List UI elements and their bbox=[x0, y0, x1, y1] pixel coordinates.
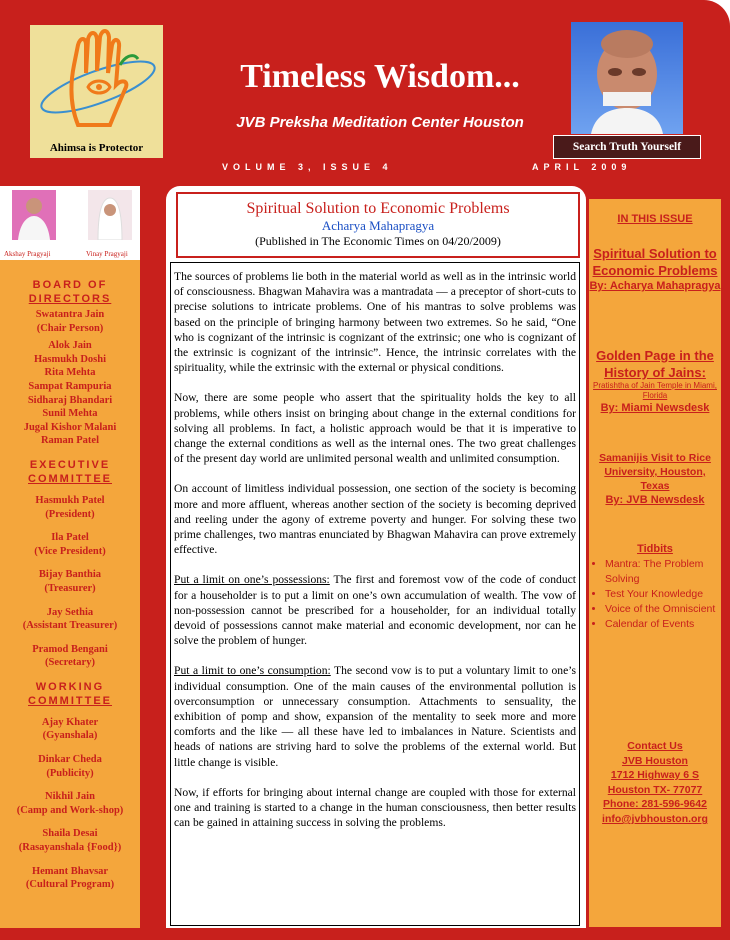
article-paragraph bbox=[174, 572, 576, 648]
committee-member: Pramod Bengani bbox=[32, 643, 108, 655]
committee-member: Bijay Banthia bbox=[38, 569, 102, 581]
committee-role: (Rasayanshala {Food}) bbox=[18, 842, 122, 854]
board-member: Hasmukh Doshi bbox=[33, 353, 107, 365]
committee-role: (Cultural Program) bbox=[25, 879, 115, 891]
tidbits-section bbox=[589, 543, 721, 632]
committee-role: (Gyanshala) bbox=[42, 730, 98, 742]
contact-line: JVB Houston bbox=[622, 754, 688, 767]
working-heading: WORKING bbox=[35, 680, 105, 693]
paragraph-lead: Put a limit to one’s consumption: bbox=[174, 664, 331, 678]
left-sidebar bbox=[0, 186, 140, 940]
photo-vinay-pragyaji bbox=[88, 190, 132, 240]
hand-emblem-icon bbox=[30, 25, 163, 140]
portrait-image bbox=[571, 22, 683, 134]
board-member: Swatantra Jain bbox=[35, 309, 105, 320]
working-heading: COMMITTEE bbox=[28, 694, 112, 707]
in-this-issue-sidebar bbox=[588, 198, 722, 928]
article-header bbox=[176, 192, 580, 258]
board-member: Sampat Rampuria bbox=[28, 380, 112, 392]
newsletter-title: Timeless Wisdom... bbox=[240, 58, 520, 95]
committee-member: Ila Patel bbox=[51, 532, 89, 544]
contact-heading: Contact Us bbox=[627, 740, 683, 752]
tidbit-item[interactable]: • Test Your Knowledge bbox=[605, 587, 721, 602]
committee-role: (President) bbox=[45, 508, 95, 520]
issue-item-byline[interactable]: By: JVB Newsdesk bbox=[605, 494, 705, 506]
photo-akshay-pragyaji bbox=[12, 190, 56, 240]
contact-phone: Phone: 281-596-9642 bbox=[603, 798, 707, 811]
issue-item-3[interactable] bbox=[589, 451, 721, 507]
logo-caption: Ahimsa is Protector bbox=[49, 142, 144, 154]
article-paragraph: The sources of problems lie both in the material world as well as in the intrinsic world of consciousness. Bhagwan Mahavira was a mantradata — a preceptor of short-cuts to precise solutions to intricate problems. One of his mantras to solve problems was based on the principle of bringing harmony between two extremes. So he said, “One who is cognizant of the intrinsic is cognizant of the extrinsic; one who is cognizant of the extrinsic is cognizant of the intrinsic”. Hence, the intrinsic correlates with the spirituality, while the extrinsic with the external or physical conditions. bbox=[174, 270, 576, 375]
article-title: Spiritual Solution to Economic Problems bbox=[246, 200, 510, 217]
tidbits-heading: Tidbits bbox=[637, 543, 673, 555]
board-member: Jugal Kishor Malani bbox=[23, 421, 117, 433]
committee-role: (Vice President) bbox=[34, 545, 106, 557]
committee-member: Jay Sethia bbox=[46, 606, 94, 618]
search-truth-badge: Search Truth Yourself bbox=[553, 135, 701, 159]
article-paragraph bbox=[174, 663, 576, 769]
in-this-issue-heading: IN THIS ISSUE bbox=[617, 213, 693, 225]
board-member: Raman Patel bbox=[40, 435, 100, 447]
article-paragraph: Now, there are some people who assert that the spirituality holds the key to all problems, while others insist on bringing about change in the external conditions for solving all problems. In fact, a holistic approach would be that it is imperative to change the external conditions as well as the internal ones. The two great challenges of the present day world are unlimited personal wealth and unlimited consumption. bbox=[174, 391, 576, 466]
issue-item-title[interactable]: Golden Page in the History of Jains: bbox=[596, 348, 714, 380]
samani-photos bbox=[0, 186, 140, 260]
issue-item-byline[interactable]: By: Miami Newsdesk bbox=[600, 402, 710, 414]
ahimsa-logo bbox=[30, 25, 163, 158]
acharya-portrait bbox=[571, 22, 683, 134]
committee-member: Hasmukh Patel bbox=[35, 494, 105, 506]
contact-email-link[interactable]: info@jvbhouston.org bbox=[602, 812, 708, 825]
article-paragraph: On account of limitless individual possession, one section of the society is becoming more and more affluent, whereas another section of the society is becoming deprived and reeling under the agony of extreme poverty and hunger. For solving these two prime challenges, two mantras enunciated by Bhagwan Mahavira can prove extremely effective. bbox=[174, 482, 576, 557]
issue-date: APRIL 2009 bbox=[532, 162, 632, 172]
article-paragraph: Now, if efforts for bringing about internal change are coupled with those for external one and training is started to a change in the human consciousness, then better results can be gained in attaining success in solving the problems. bbox=[174, 785, 576, 830]
issue-item-title[interactable]: Samanijis Visit to Rice University, Houston, Texas bbox=[599, 452, 711, 492]
tidbit-item[interactable]: • Mantra: The Problem Solving bbox=[605, 557, 721, 587]
committee-role: (Publicity) bbox=[46, 767, 94, 779]
committee-role: (Treasurer) bbox=[44, 582, 96, 594]
tidbit-item[interactable]: • Calendar of Events bbox=[605, 617, 721, 632]
article-author: Acharya Mahapragya bbox=[321, 218, 435, 233]
committee-member: Dinkar Cheda bbox=[38, 754, 102, 766]
masthead bbox=[0, 0, 730, 188]
photo-label: Akshay Pragyaji bbox=[4, 250, 51, 258]
issue-item-byline[interactable]: By: Acharya Mahapragya bbox=[589, 280, 721, 292]
contact-line: 1712 Highway 6 S bbox=[610, 769, 700, 782]
photo-label: Vinay Pragyaji bbox=[86, 250, 128, 258]
board-heading: DIRECTORS bbox=[28, 293, 112, 305]
board-member: Alok Jain bbox=[48, 340, 92, 352]
paragraph-lead: Put a limit on one’s possessions: bbox=[174, 573, 330, 587]
person-photo-icon bbox=[12, 190, 56, 240]
committee-role: (Assistant Treasurer) bbox=[22, 620, 118, 632]
committee-list bbox=[0, 278, 140, 892]
issue-item-1[interactable] bbox=[589, 245, 721, 293]
article-body bbox=[170, 262, 580, 926]
contact-block bbox=[589, 739, 721, 827]
board-member: (Chair Person) bbox=[36, 322, 104, 334]
bottom-border bbox=[0, 928, 730, 940]
committee-member: Shaila Desai bbox=[42, 828, 98, 840]
committee-role: (Secretary) bbox=[45, 657, 95, 669]
board-member: Sunil Mehta bbox=[42, 408, 98, 420]
issue-item-2[interactable] bbox=[589, 347, 721, 415]
article-publication: (Published in The Economic Times on 04/20/2009) bbox=[255, 234, 501, 248]
board-member: Rita Mehta bbox=[44, 367, 96, 379]
committee-role: (Camp and Work-shop) bbox=[16, 804, 124, 816]
issue-item-title[interactable]: Spiritual Solution to Economic Problems bbox=[592, 246, 718, 278]
committee-member: Nikhil Jain bbox=[45, 791, 95, 803]
person-photo-icon bbox=[88, 190, 132, 240]
newsletter-subtitle: JVB Preksha Meditation Center Houston bbox=[236, 114, 524, 131]
paragraph-text: The first and foremost vow of the code of conduct for a householder is to put a limit on one’s own accumulation of wealth. The vow of non-possession cannot be prescribed for a householder, for an individual totally devoid of possessions cannot make material and economic development, nor can he solve the problem of hunger. bbox=[174, 573, 576, 648]
executive-heading: COMMITTEE bbox=[28, 472, 112, 485]
volume-issue: VOLUME 3, ISSUE 4 bbox=[222, 162, 393, 172]
board-heading: BOARD OF bbox=[32, 279, 108, 291]
board-member: Sidharaj Bhandari bbox=[27, 394, 113, 406]
committee-member: Hemant Bhavsar bbox=[31, 865, 109, 877]
issue-item-subtitle[interactable]: Pratishtha of Jain Temple in Miami, Florida bbox=[593, 381, 717, 400]
paragraph-text: The second vow is to put a voluntary limit to one’s individual consumption. One of the main causes of the environmental pollution is overconsumption or unnecessary consumption. Attachments to sensuality, the exhibition of pomp and show, expansion of the mentality to seek more and more comforts and the like — all these have led to imbalances in Nature. Scientists and heads of nations are striving hard to solve the problems of the external world. But little change is visible. bbox=[174, 664, 576, 769]
committee-member: Ajay Khater bbox=[41, 716, 99, 728]
tidbit-item[interactable]: • Voice of the Omniscient bbox=[605, 602, 721, 617]
tidbits-list bbox=[589, 557, 721, 632]
executive-heading: EXECUTIVE bbox=[29, 458, 111, 471]
contact-line: Houston TX- 77077 bbox=[607, 783, 703, 796]
